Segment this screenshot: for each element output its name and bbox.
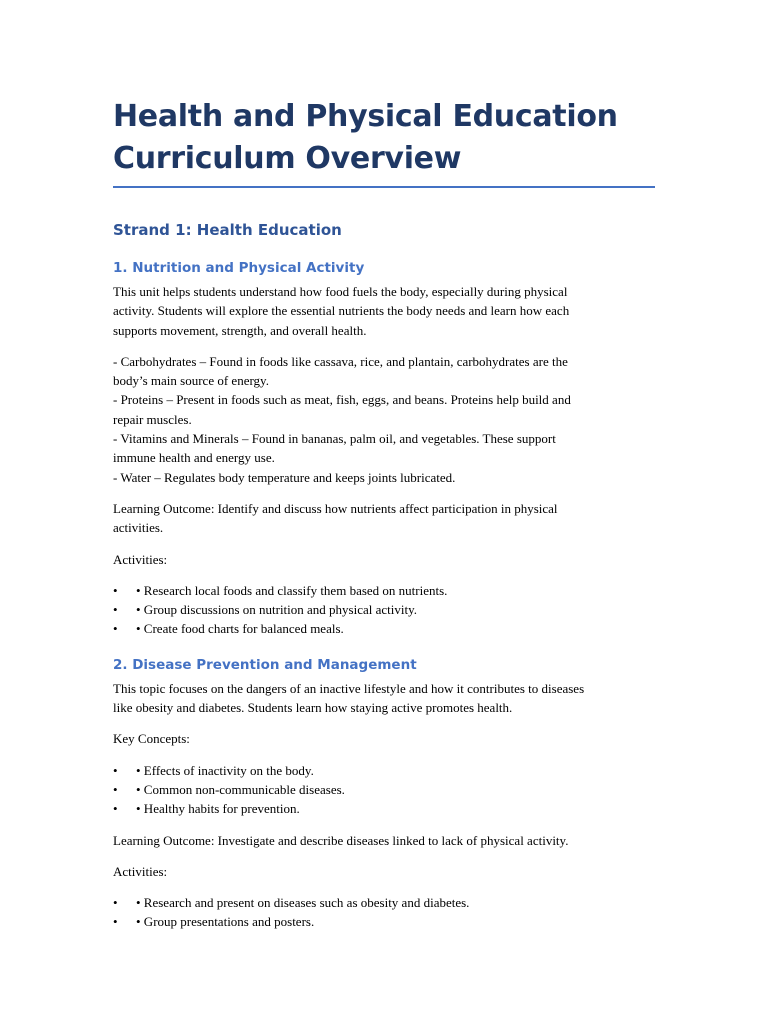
section-2-learning-outcome: Learning Outcome: Investigate and describe diseases linked to lack of physical activity. <box>113 832 569 848</box>
section-1-intro-line: This unit helps students understand how food fuels the body, especially during physical <box>113 284 568 299</box>
list-item-text: • Healthy habits for prevention. <box>136 801 300 817</box>
nutrient-line: body’s main source of energy. <box>113 373 269 389</box>
section-1-intro <box>113 282 655 340</box>
section-2-intro-line: like obesity and diabetes. Students learn how staying active promotes health. <box>113 700 513 716</box>
section-1-activities-list <box>113 581 655 639</box>
list-item <box>113 619 655 638</box>
list-item-text: • Group presentations and posters. <box>136 914 315 930</box>
section-2-intro <box>113 679 655 718</box>
strand-1-heading: Strand 1: Health Education <box>113 221 342 239</box>
nutrient-list <box>113 352 655 487</box>
bullet-icon: • <box>113 914 118 930</box>
nutrient-line: - Water – Regulates body temperature and keeps joints lubricated. <box>113 469 456 485</box>
title-line-2: Curriculum Overview <box>113 141 462 176</box>
list-item-text: • Effects of inactivity on the body. <box>136 762 314 778</box>
list-item <box>113 600 655 619</box>
title-line-1: Health and Physical Education <box>113 99 618 134</box>
bullet-icon: • <box>113 602 118 618</box>
section-1-learning-outcome <box>113 499 655 538</box>
nutrient-line: - Carbohydrates – Found in foods like cassava, rice, and plantain, carbohydrates are the <box>113 353 568 369</box>
section-1-intro-line: activity. Students will explore the essential nutrients the body needs and learn how each <box>113 303 570 319</box>
nutrient-line: - Proteins – Present in foods such as meat, fish, eggs, and beans. Proteins help build and <box>113 392 571 408</box>
section-1-heading: 1. Nutrition and Physical Activity <box>113 260 365 276</box>
section-2-intro-line: This topic focuses on the dangers of an inactive lifestyle and how it contributes to diseases <box>113 680 585 696</box>
list-item-text: • Group discussions on nutrition and physical activity. <box>136 602 418 618</box>
list-item-text: • Research and present on diseases such as obesity and diabetes. <box>136 895 470 911</box>
document-title <box>113 96 655 180</box>
list-item-text: • Common non-communicable diseases. <box>136 781 345 797</box>
outcome-line: activities. <box>113 520 164 536</box>
nutrient-line: - Vitamins and Minerals – Found in bananas, palm oil, and vegetables. These support <box>113 431 556 447</box>
bullet-icon: • <box>113 895 118 911</box>
list-item <box>113 780 655 799</box>
list-item-text: • Research local foods and classify them based on nutrients. <box>136 582 448 598</box>
key-concepts-list <box>113 761 655 819</box>
list-item <box>113 761 655 780</box>
section-2-activities-label: Activities: <box>113 863 168 879</box>
list-item <box>113 893 655 912</box>
list-item <box>113 581 655 600</box>
section-2-activities-list <box>113 893 655 932</box>
bullet-icon: • <box>113 801 118 817</box>
outcome-line: Learning Outcome: Identify and discuss how nutrients affect participation in physical <box>113 500 558 516</box>
section-1-intro-line: supports movement, strength, and overall health. <box>113 322 367 338</box>
bullet-icon: • <box>113 762 118 778</box>
section-1-activities-label: Activities: <box>113 551 168 567</box>
key-concepts-label: Key Concepts: <box>113 731 190 747</box>
list-item <box>113 912 655 931</box>
nutrient-line: repair muscles. <box>113 411 192 427</box>
bullet-icon: • <box>113 621 118 637</box>
bullet-icon: • <box>113 582 118 598</box>
document-page <box>113 96 655 932</box>
title-underline <box>113 186 655 188</box>
bullet-icon: • <box>113 781 118 797</box>
list-item <box>113 799 655 818</box>
section-2-heading: 2. Disease Prevention and Management <box>113 656 417 673</box>
nutrient-line: immune health and energy use. <box>113 450 275 466</box>
list-item-text: • Create food charts for balanced meals. <box>136 621 344 637</box>
